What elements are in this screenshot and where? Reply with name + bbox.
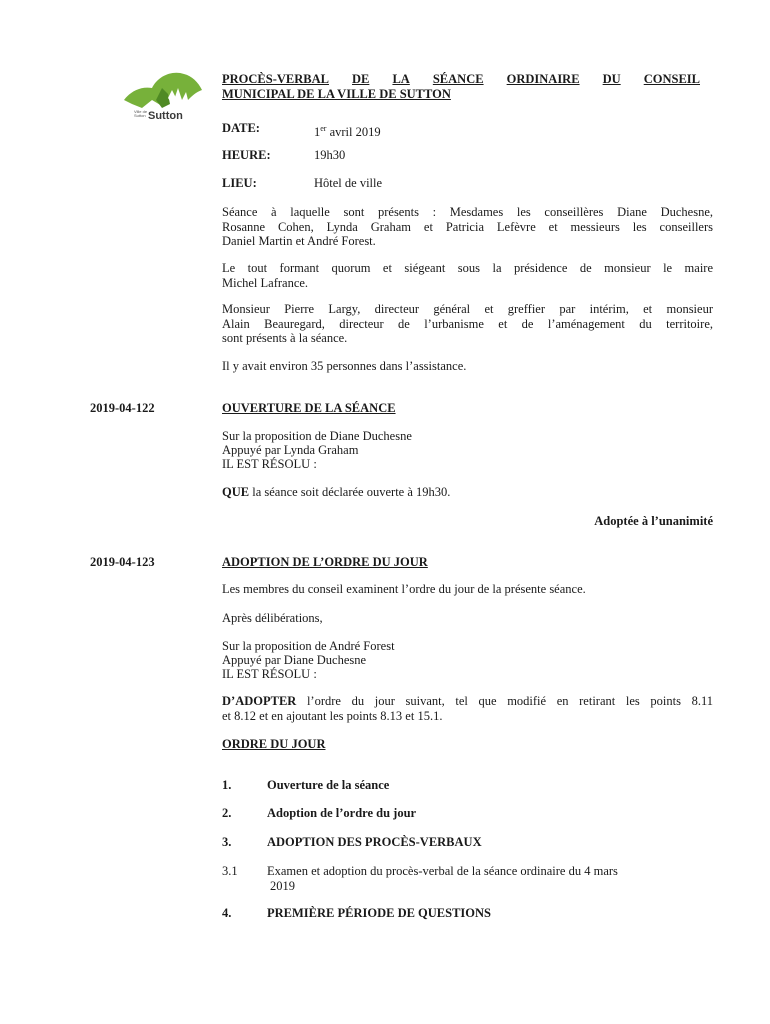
agenda-item-number: 2.: [222, 806, 232, 820]
heure-value: 19h30: [314, 148, 346, 162]
resolution2-deliberations: Après délibérations,: [222, 611, 323, 625]
agenda-item-text: Adoption de l’ordre du jour: [267, 806, 417, 820]
presence-paragraph: Séance à laquelle sont présents : Mesdames les conseillères Diane Duchesne, Rosanne Cohen, Lynda Graham et Patricia Lefèvre et messieurs les conseillers Daniel Martin et André Forest.: [222, 205, 713, 248]
agenda-item-text: ADOPTION DES PROCÈS-VERBAUX: [267, 835, 482, 849]
resolution2-adopter: D’ADOPTER l’ordre du jour suivant, tel que modifié en retirant les points 8.11 et 8.12 et en ajoutant les points 8.13 et 15.1.: [222, 694, 713, 723]
title-word: DE: [352, 72, 370, 86]
lieu-label: LIEU:: [222, 176, 257, 190]
lieu-value: Hôtel de ville: [314, 176, 383, 190]
agenda-item-number: 3.1: [222, 864, 238, 878]
section-heading-adoption: ADOPTION DE L’ORDRE DU JOUR: [222, 555, 428, 569]
title-line-1: [222, 72, 700, 87]
heure-label: HEURE:: [222, 148, 271, 162]
date-label: DATE:: [222, 121, 260, 135]
title-word: CONSEIL: [643, 72, 700, 86]
resolution2-proposal: Sur la proposition de André Forest Appuyé par Diane Duchesne IL EST RÉSOLU :: [222, 639, 395, 681]
resolution2-examine: Les membres du conseil examinent l’ordre du jour de la présente séance.: [222, 582, 586, 596]
resolution-number: 2019-04-123: [90, 555, 155, 569]
logo-city-name: Sutton: [148, 110, 183, 122]
title-line-2: MUNICIPAL DE LA VILLE DE SUTTON: [222, 87, 451, 101]
agenda-item-number: 1.: [222, 778, 232, 792]
resolution1-proposal: Sur la proposition de Diane Duchesne Appuyé par Lynda Graham IL EST RÉSOLU :: [222, 429, 412, 471]
resolution1-que: QUE la séance soit déclarée ouverte à 19h30.: [222, 485, 451, 499]
title-word: PROCÈS-VERBAL: [222, 72, 329, 86]
date-value: 1er avril 2019: [314, 124, 381, 140]
agenda-item-text: Ouverture de la séance: [267, 778, 390, 792]
assistance-paragraph: Il y avait environ 35 personnes dans l’assistance.: [222, 359, 467, 373]
title-word: DU: [602, 72, 621, 86]
adopted-unanimously: Adoptée à l’unanimité: [594, 514, 713, 528]
title-word: SÉANCE: [432, 72, 484, 86]
logo-small-text: Ville de Sutton: [134, 109, 148, 118]
agenda-item-number: 3.: [222, 835, 232, 849]
agenda-item-text: Examen et adoption du procès-verbal de la séance ordinaire du 4 mars 2019: [267, 864, 618, 893]
document-title: [222, 72, 700, 102]
staff-paragraph: Monsieur Pierre Largy, directeur général et greffier par intérim, et monsieur Alain Beauregard, directeur de l’urbanisme et de l’aménagement du territoire, sont présents à la séance.: [222, 302, 713, 345]
title-word: ORDINAIRE: [506, 72, 580, 86]
agenda-item-text: PREMIÈRE PÉRIODE DE QUESTIONS: [267, 906, 491, 920]
resolution-number: 2019-04-122: [90, 401, 155, 415]
quorum-paragraph: Le tout formant quorum et siégeant sous la présidence de monsieur le maire Michel Lafrance.: [222, 261, 713, 290]
agenda-item-number: 4.: [222, 906, 232, 920]
section-heading-ouverture: OUVERTURE DE LA SÉANCE: [222, 401, 396, 415]
title-word: LA: [392, 72, 410, 86]
agenda-heading: ORDRE DU JOUR: [222, 737, 326, 751]
logo-wordmark: [134, 110, 208, 126]
